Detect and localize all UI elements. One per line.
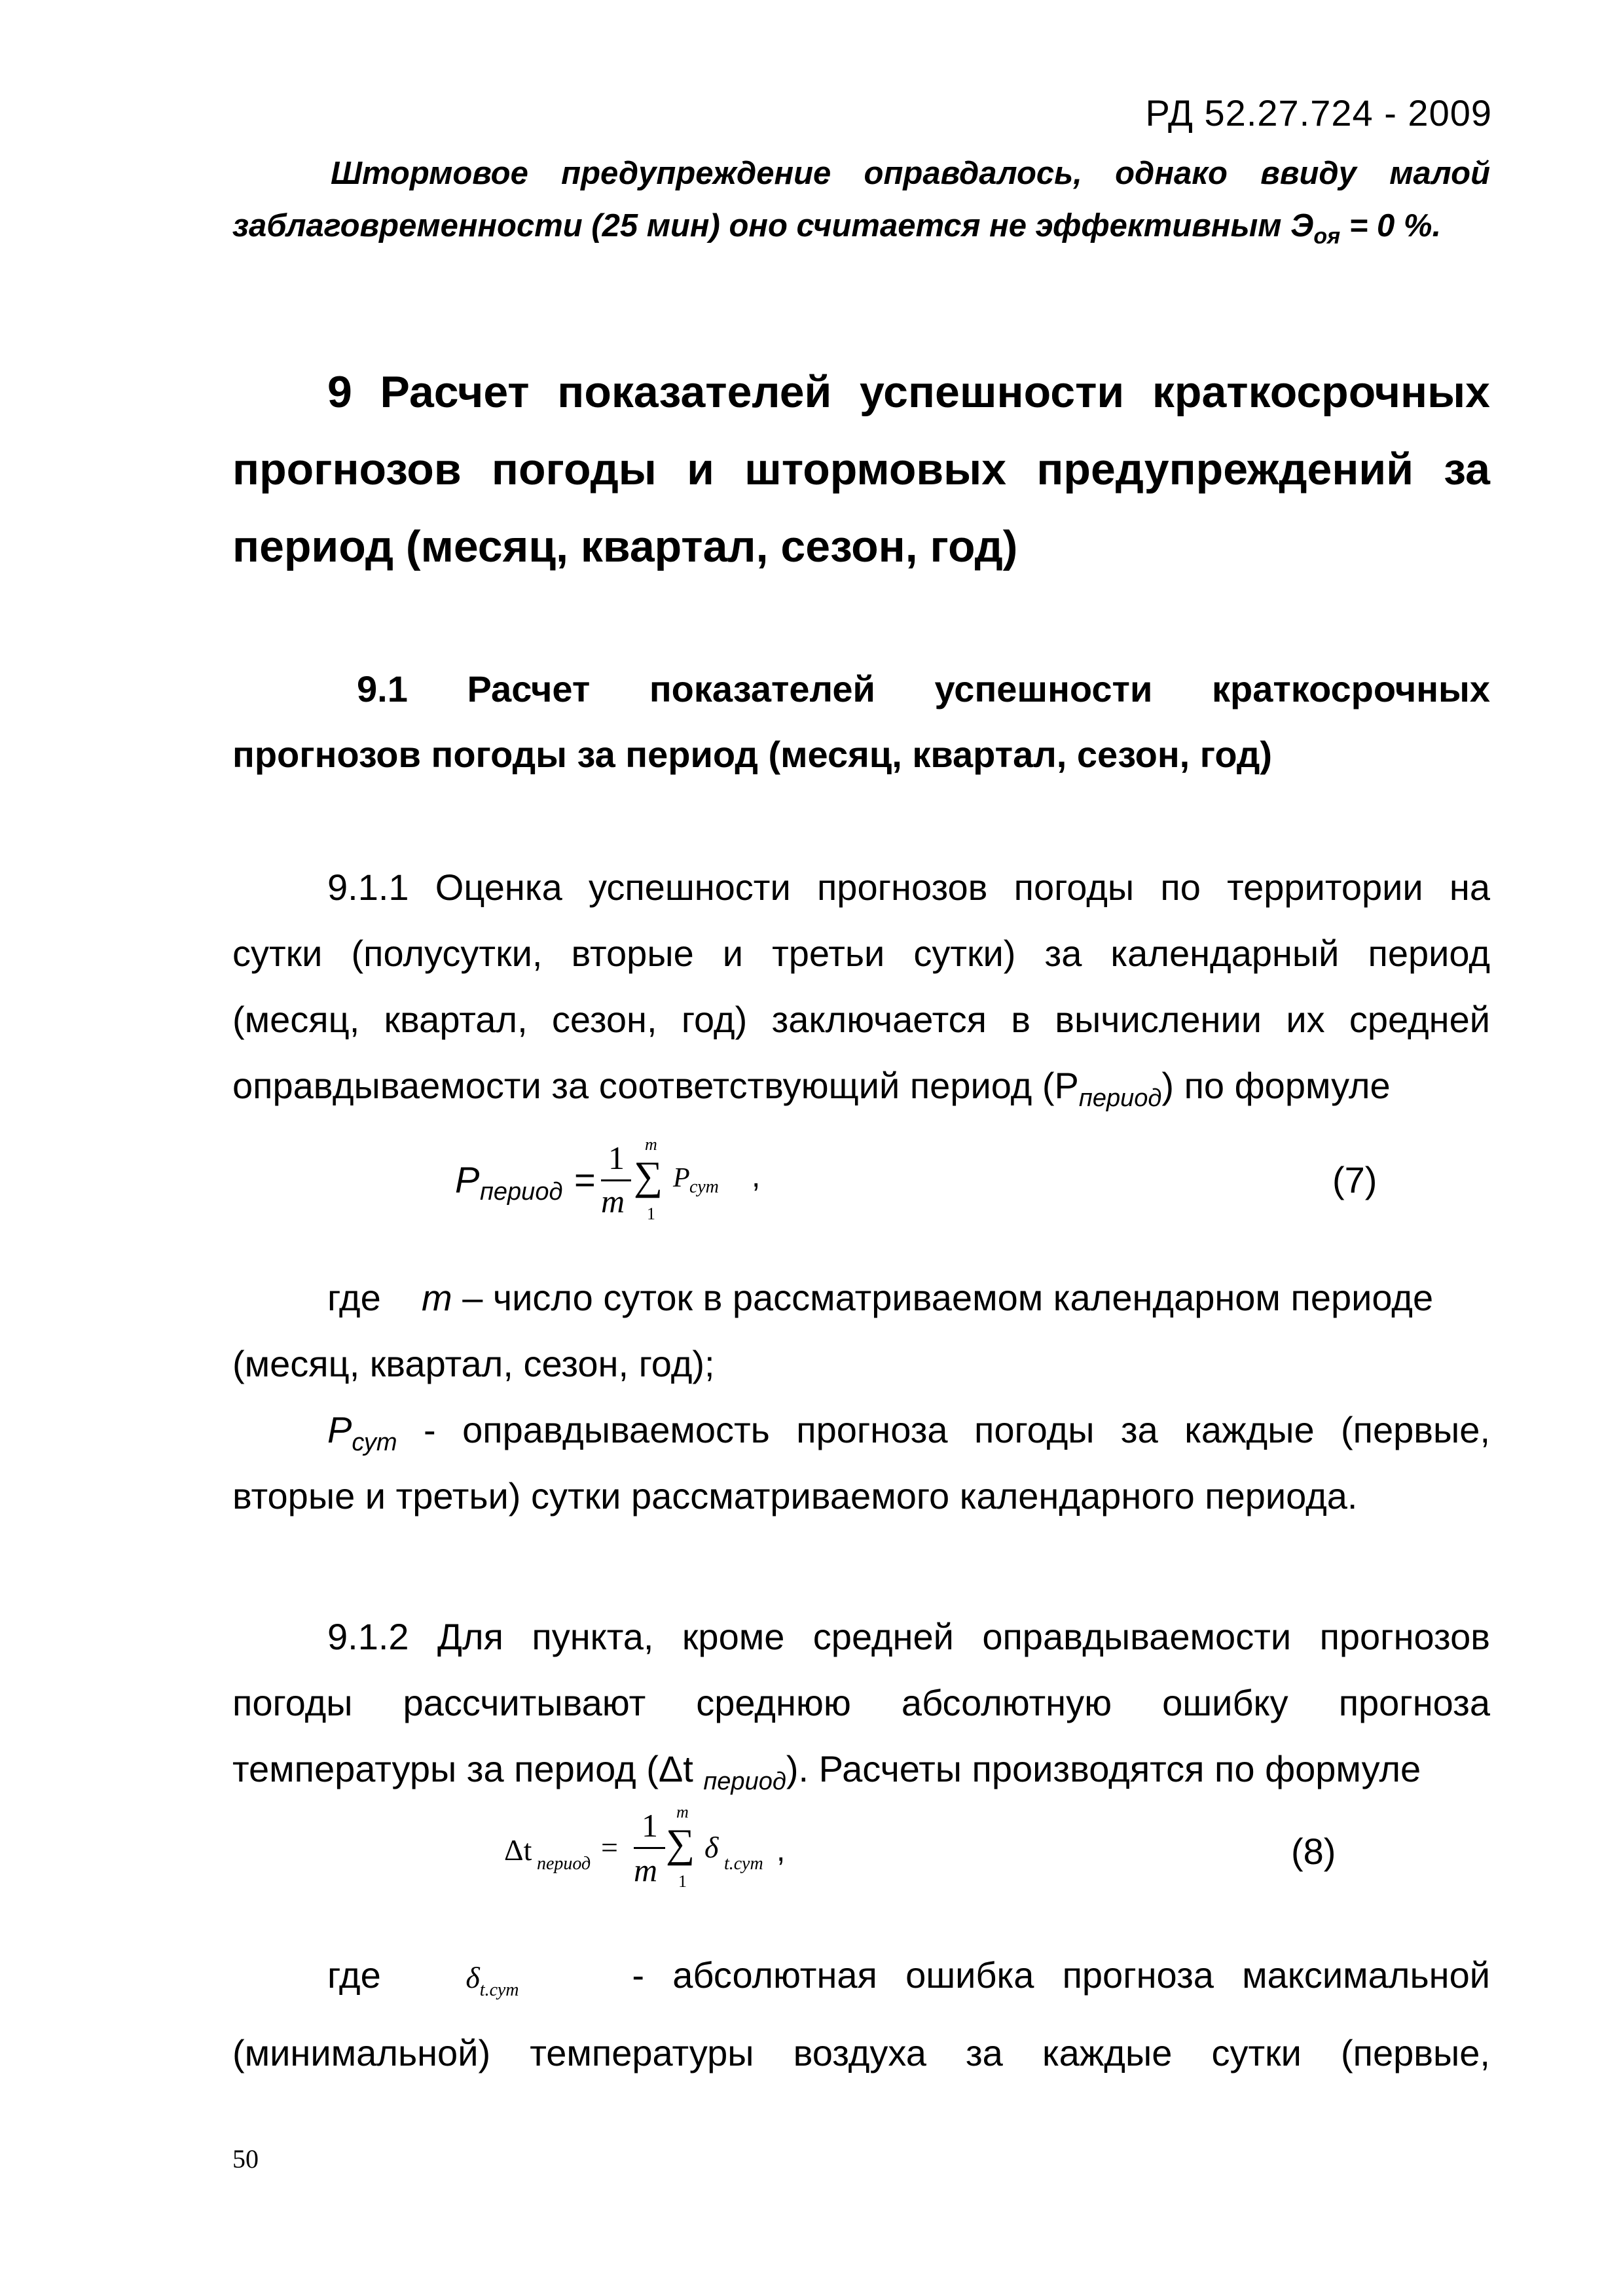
formula-term: δ xyxy=(704,1831,719,1864)
legend-subscript: t.сут xyxy=(479,1980,519,2001)
paragraph-text: ) по формуле xyxy=(1161,1065,1391,1106)
legend-line: вторые и третьи) сутки рассматриваемого календарного периода. xyxy=(232,1475,1358,1516)
paragraph-subscript: период xyxy=(1078,1085,1162,1113)
page-number: 50 xyxy=(232,2144,259,2174)
formula-comma: , xyxy=(776,1833,786,1868)
paragraph-9-1-2 xyxy=(232,1604,1490,1802)
sum-upper-limit: m xyxy=(676,1803,689,1821)
legend-line: (минимальной) температуры воздуха за каждые сутки (первые, xyxy=(232,2032,1490,2073)
paragraph-9-1-1 xyxy=(232,854,1490,1119)
formula-term: P xyxy=(673,1163,690,1193)
legend-text: – число суток в рассматриваемом календарном периоде xyxy=(462,1277,1434,1318)
intro-text: = 0 %. xyxy=(1340,208,1442,243)
section-heading-9-1 xyxy=(232,656,1490,787)
formula-denominator: m xyxy=(634,1852,658,1888)
heading-line: прогнозов погоды за период (месяц, квартал, сезон, год) xyxy=(232,734,1273,775)
intro-paragraph xyxy=(232,147,1490,252)
paragraph-line: погоды рассчитывают среднюю абсолютную ошибку прогноза xyxy=(232,1682,1490,1723)
sum-sign: ∑ xyxy=(634,1154,663,1198)
formula-lhs-subscript: период xyxy=(480,1178,563,1206)
formula-lhs: Δt xyxy=(504,1833,532,1867)
formula-numerator: 1 xyxy=(608,1139,625,1176)
formula-numerator: 1 xyxy=(642,1807,658,1844)
formula-denominator: m xyxy=(601,1183,625,1219)
legend-line xyxy=(232,1937,1490,2015)
intro-line xyxy=(232,200,1490,252)
intro-line: Штормовое предупреждение оправдалось, однако ввиду малой xyxy=(331,156,1490,191)
formula-term-subscript: t.сут xyxy=(724,1854,763,1874)
heading-line: 9.1 Расчет показателей успешности краткосрочных xyxy=(357,668,1490,709)
paragraph-line xyxy=(232,1736,1490,1802)
formula-7 xyxy=(0,1135,1623,1244)
paragraph-subscript: период xyxy=(703,1768,786,1796)
legend-variable: m xyxy=(421,1277,452,1318)
formula-8 xyxy=(0,1803,1623,1911)
formula-term-subscript: сут xyxy=(689,1177,719,1197)
legend-text: где xyxy=(327,1277,381,1318)
intro-text: заблаговременности (25 мин) оно считается не эффективным Э xyxy=(232,208,1314,243)
sum-lower-limit: 1 xyxy=(647,1204,655,1223)
section-heading-9 xyxy=(232,353,1490,585)
legend-text: - абсолютная ошибка прогноза максимальной xyxy=(632,1954,1491,1996)
heading-line: 9 Расчет показателей успешности краткосрочных xyxy=(327,367,1490,417)
paragraph-text: температуры за период (Δt xyxy=(232,1748,704,1789)
formula-equals: = xyxy=(601,1831,618,1864)
paragraph-line: 9.1.1 Оценка успешности прогнозов погоды по территории на xyxy=(327,867,1490,908)
formula-number: (8) xyxy=(1291,1831,1336,1872)
legend-subscript: сут xyxy=(352,1429,397,1457)
paragraph-line: 9.1.2 Для пункта, кроме средней оправдываемости прогнозов xyxy=(327,1616,1490,1657)
sum-sign: ∑ xyxy=(666,1821,695,1866)
paragraph-text: оправдываемости за соответствующий период (Р xyxy=(232,1065,1079,1106)
sum-upper-limit: m xyxy=(645,1135,657,1154)
legend-text: - оправдываемость прогноза погоды за каждые (первые, xyxy=(424,1409,1491,1450)
paragraph-line xyxy=(232,1052,1490,1119)
formula-7-legend xyxy=(232,1265,1490,1529)
legend-line xyxy=(232,1397,1490,1463)
legend-variable: δ xyxy=(465,1961,480,1994)
legend-variable: P xyxy=(327,1409,352,1450)
formula-comma: , xyxy=(752,1159,761,1194)
heading-line: период (месяц, квартал, сезон, год) xyxy=(232,522,1018,571)
formula-lhs: P xyxy=(455,1159,480,1200)
heading-line: прогнозов погоды и штормовых предупреждений за xyxy=(232,444,1490,494)
legend-line xyxy=(232,1265,1490,1331)
fraction-bar xyxy=(634,1847,665,1849)
intro-subscript: оя xyxy=(1313,223,1341,249)
paragraph-line: (месяц, квартал, сезон, год) заключается в вычислении их средней xyxy=(232,999,1490,1040)
legend-text: где xyxy=(327,1954,381,1996)
sum-lower-limit: 1 xyxy=(678,1872,687,1891)
formula-8-legend xyxy=(232,1937,1490,2090)
legend-line: (месяц, квартал, сезон, год); xyxy=(232,1343,715,1384)
document-number: РД 52.27.724 - 2009 xyxy=(1145,92,1492,134)
formula-lhs-subscript: период xyxy=(537,1854,591,1874)
paragraph-text: ). Расчеты производятся по формуле xyxy=(786,1748,1421,1789)
paragraph-line: сутки (полусутки, вторые и третьи сутки) за календарный период xyxy=(232,933,1490,974)
fraction-bar xyxy=(601,1179,631,1181)
formula-equals: = xyxy=(574,1159,596,1200)
formula-number: (7) xyxy=(1332,1159,1377,1200)
